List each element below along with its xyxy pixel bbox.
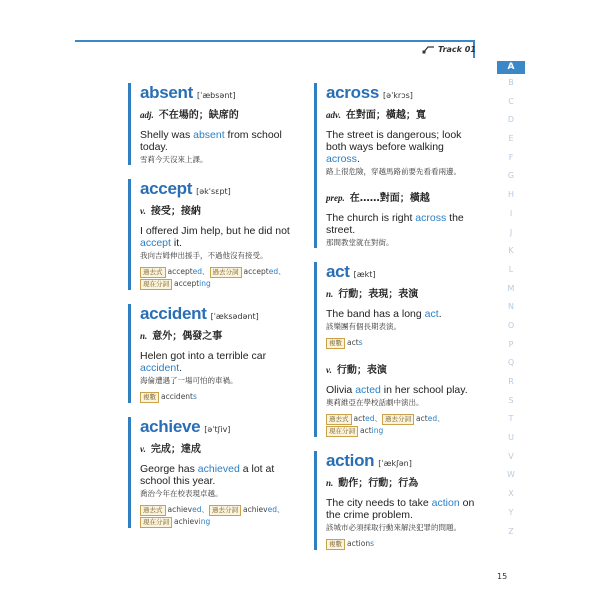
- form-suffix: ed: [365, 414, 375, 423]
- example-highlight: achieved: [197, 463, 240, 475]
- form-suffix: s: [370, 539, 375, 548]
- alphabet-tab[interactable]: D: [507, 115, 515, 125]
- example-translation: 該城市必須採取行動來解決犯罪的問題。: [326, 523, 461, 532]
- example-sentence: [140, 129, 292, 153]
- form-tag: 過去分詞: [382, 414, 414, 425]
- chinese-definition: 行動；表演: [336, 365, 387, 376]
- pronunciation: [əkˈsɛpt]: [196, 187, 231, 196]
- pronunciation: [əˈkrɔs]: [383, 91, 413, 100]
- pos-abbr: n.: [326, 478, 334, 488]
- pos-abbr: prep.: [326, 193, 345, 203]
- form-stem: act: [416, 414, 428, 423]
- part-of-speech-line: [140, 327, 292, 342]
- headword: absent: [140, 83, 193, 102]
- part-of-speech-line: [326, 189, 478, 204]
- example-post: the street.: [326, 212, 464, 236]
- entry-head: [140, 179, 292, 199]
- part-of-speech-line: [326, 474, 478, 489]
- form-stem: accept: [243, 267, 269, 276]
- chinese-definition: 不在場的；缺席的: [158, 110, 239, 121]
- form-suffix: ed: [268, 267, 279, 276]
- example-pre: I offered Jim help, but he did not: [140, 225, 290, 237]
- alphabet-tab[interactable]: P: [508, 339, 514, 349]
- form-separator: 、: [278, 267, 286, 276]
- part-of-speech-line: [326, 361, 478, 376]
- example-sentence: [140, 350, 292, 374]
- example-translation: 該樂團有個長期表演。: [326, 322, 401, 331]
- sense: [326, 285, 478, 349]
- form-stem: action: [347, 539, 371, 548]
- form-separator: 、: [276, 505, 285, 514]
- dictionary-entry: [140, 83, 292, 165]
- form-tag: 複數: [326, 338, 345, 349]
- chinese-definition: 接受；接納: [150, 206, 201, 217]
- example-translation: 海倫遭遇了一場可怕的車禍。: [140, 376, 238, 385]
- alphabet-tab[interactable]: Z: [508, 526, 514, 536]
- headphone-track-icon: [422, 45, 435, 54]
- chinese-definition: 完成；達成: [150, 444, 201, 455]
- chinese-definition: 意外；偶發之事: [152, 331, 223, 342]
- dictionary-entry: [326, 262, 478, 437]
- example-translation: 雪莉今天沒來上課。: [140, 155, 208, 164]
- alphabet-tab[interactable]: L: [508, 264, 514, 274]
- headword: achieve: [140, 417, 201, 436]
- form-suffix: ed: [267, 505, 277, 514]
- alphabet-tab[interactable]: B: [508, 78, 514, 87]
- chinese-definition: 在……對面；橫越: [349, 193, 430, 204]
- headword: accept: [140, 179, 193, 198]
- example-post: from school today.: [140, 129, 282, 153]
- form-tag: 過去式: [326, 414, 352, 425]
- sense: [326, 106, 478, 177]
- form-stem: act: [360, 426, 372, 435]
- page-number: 15: [497, 572, 508, 581]
- entry-body: [128, 304, 292, 403]
- headword: act: [326, 262, 350, 281]
- form-stem: accept: [174, 279, 200, 288]
- pos-abbr: adv.: [326, 110, 341, 120]
- alphabet-tab[interactable]: N: [508, 302, 514, 312]
- headword: across: [326, 83, 380, 102]
- alphabet-tab[interactable]: W: [507, 470, 515, 480]
- alphabet-tab[interactable]: F: [508, 152, 514, 162]
- chinese-definition: 行動；表現；表演: [338, 289, 419, 300]
- entry-body: [128, 417, 292, 528]
- left-column: [140, 83, 292, 542]
- entry-head: [140, 417, 292, 437]
- entry-body: [314, 262, 478, 437]
- word-forms: [140, 391, 292, 403]
- part-of-speech-line: [140, 440, 292, 455]
- form-suffix: ed: [192, 505, 202, 514]
- form-tag: 複數: [140, 392, 159, 403]
- pos-abbr: n.: [140, 331, 148, 341]
- entry-head: [326, 83, 478, 103]
- form-suffix: ed: [427, 414, 438, 423]
- part-of-speech-line: [326, 285, 478, 300]
- example-sentence: [326, 212, 478, 236]
- example-pre: Helen got into a terrible car: [140, 350, 267, 362]
- example-highlight: act: [424, 308, 439, 320]
- example-pre: George has: [140, 463, 198, 475]
- word-forms: [140, 266, 292, 290]
- entry-body: [128, 83, 292, 165]
- form-suffix: ed: [192, 267, 203, 276]
- example-pre: The city needs to take: [326, 497, 432, 509]
- form-tag: 現在分詞: [326, 426, 358, 437]
- pronunciation: [ˈæksədənt]: [210, 312, 259, 321]
- pronunciation: [əˈtʃiv]: [204, 425, 231, 434]
- entry-head: [140, 304, 292, 324]
- form-stem: achiev: [242, 505, 268, 514]
- example-sentence: [140, 463, 292, 487]
- alphabet-tab[interactable]: K: [508, 246, 514, 256]
- pronunciation: [ækt]: [353, 270, 376, 279]
- alphabet-tab[interactable]: V: [508, 451, 514, 461]
- headword: accident: [140, 304, 207, 323]
- pronunciation: [ˈæbsənt]: [197, 91, 236, 100]
- chinese-definition: 在對面；橫越；寬: [345, 110, 426, 121]
- form-tag: 現在分詞: [140, 517, 172, 528]
- part-of-speech-line: [140, 202, 292, 217]
- example-pre: Shelly was: [140, 129, 194, 141]
- alphabet-tab[interactable]: R: [508, 377, 514, 386]
- alphabet-tab[interactable]: J: [509, 227, 513, 237]
- form-stem: achiev: [174, 517, 199, 526]
- alphabet-tab[interactable]: S: [508, 395, 514, 405]
- form-suffix: ing: [198, 517, 211, 526]
- entry-head: [140, 83, 292, 103]
- pos-abbr: v.: [140, 206, 146, 216]
- form-suffix: ing: [371, 426, 384, 435]
- form-suffix: ing: [199, 279, 211, 288]
- example-highlight: across: [415, 212, 447, 224]
- pos-abbr: n.: [326, 289, 334, 299]
- example-pre: The band has a long: [326, 308, 425, 320]
- entry-head: [326, 262, 478, 282]
- alphabet-tab[interactable]: E: [508, 134, 514, 144]
- form-stem: accident: [161, 392, 193, 401]
- entry-body: [128, 179, 292, 290]
- form-tag: 現在分詞: [140, 279, 172, 290]
- alphabet-tab[interactable]: Q: [507, 358, 515, 368]
- example-pre: The church is right: [326, 212, 416, 224]
- form-separator: 、: [202, 267, 210, 276]
- form-suffix: s: [358, 338, 363, 347]
- example-sentence: [326, 308, 478, 320]
- sense: [140, 327, 292, 403]
- dictionary-entry: [326, 451, 478, 550]
- alphabet-tab[interactable]: G: [507, 171, 515, 181]
- sense: [140, 106, 292, 165]
- sense: [326, 189, 478, 248]
- example-sentence: [326, 129, 478, 165]
- form-tag: 過去式: [140, 505, 166, 516]
- track-label[interactable]: [422, 45, 476, 54]
- alphabet-tab[interactable]: M: [507, 283, 515, 293]
- dictionary-entry: [140, 417, 292, 528]
- example-translation: 我向吉姆伸出援手，不過他沒有接受。: [140, 251, 268, 260]
- form-tag: 過去式: [140, 267, 166, 278]
- sense: [140, 440, 292, 528]
- example-sentence: [140, 225, 292, 249]
- form-stem: act: [347, 338, 359, 347]
- sense: [326, 474, 478, 550]
- alphabet-tab[interactable]: H: [507, 190, 514, 200]
- dictionary-entry: [140, 304, 292, 403]
- form-tag: 複數: [326, 539, 345, 550]
- dictionary-entry: [326, 83, 478, 248]
- part-of-speech-line: [140, 106, 292, 121]
- alphabet-tab[interactable]: Y: [508, 507, 514, 517]
- pos-abbr: adj.: [140, 110, 154, 120]
- alphabet-index: [497, 61, 525, 541]
- sense: [140, 202, 292, 290]
- sense: [326, 361, 478, 437]
- alphabet-tab[interactable]: U: [508, 433, 514, 443]
- example-translation: 奧莉維亞在學校話劇中演出。: [326, 398, 424, 407]
- pronunciation: [ˈækʃən]: [378, 459, 412, 468]
- entry-body: [314, 83, 478, 248]
- form-suffix: s: [193, 392, 197, 401]
- example-sentence: [326, 384, 478, 396]
- form-stem: accept: [167, 267, 193, 276]
- example-translation: 路上很危險，穿越馬路前要先看看兩邊。: [326, 167, 461, 176]
- form-stem: act: [353, 414, 366, 423]
- example-sentence: [326, 497, 478, 521]
- track-text: Track 01: [438, 45, 476, 54]
- example-translation: 喬治今年在校表現卓越。: [140, 489, 223, 498]
- example-translation: 那間教堂就在對街。: [326, 238, 394, 247]
- form-separator: 、: [201, 505, 209, 514]
- word-forms: [326, 337, 478, 349]
- alphabet-tab[interactable]: C: [508, 96, 514, 106]
- form-stem: achiev: [167, 505, 193, 514]
- word-forms: [326, 538, 478, 550]
- example-highlight: acted: [355, 384, 381, 396]
- chinese-definition: 動作；行動；行為: [338, 478, 419, 489]
- alphabet-tab[interactable]: O: [507, 320, 515, 330]
- example-pre: The street is dangerous; look both ways before walking: [326, 129, 462, 153]
- example-post: .: [438, 308, 442, 320]
- example-post: in her school play.: [380, 384, 468, 396]
- example-highlight: action: [431, 497, 460, 509]
- example-pre: Olivia: [326, 384, 356, 396]
- form-separator: 、: [374, 414, 383, 423]
- form-separator: 、: [437, 414, 445, 423]
- pos-abbr: v.: [140, 444, 146, 454]
- header-rule: [75, 40, 475, 42]
- right-column: [326, 83, 478, 564]
- example-post: it.: [170, 237, 183, 249]
- alphabet-tab[interactable]: T: [508, 414, 514, 424]
- example-highlight: absent: [193, 129, 225, 141]
- alphabet-tab-active[interactable]: A: [497, 61, 525, 74]
- example-highlight: accept: [140, 237, 171, 249]
- alphabet-tab[interactable]: X: [508, 489, 514, 499]
- part-of-speech-line: [326, 106, 478, 121]
- example-highlight: across: [326, 153, 357, 165]
- example-highlight: accident: [140, 362, 180, 374]
- example-post: .: [179, 362, 183, 374]
- word-forms: [140, 504, 292, 528]
- word-forms: [326, 413, 478, 437]
- pos-abbr: v.: [326, 365, 332, 375]
- alphabet-tab[interactable]: I: [509, 208, 513, 218]
- example-post: on the crime problem.: [326, 497, 475, 521]
- entry-head: [326, 451, 478, 471]
- form-tag: 過去分詞: [209, 505, 241, 516]
- example-post: .: [356, 153, 360, 165]
- entry-body: [314, 451, 478, 550]
- form-tag: 過去分詞: [210, 267, 242, 278]
- headword: action: [326, 451, 375, 470]
- example-post: a lot at school this year.: [140, 463, 275, 487]
- dictionary-entry: [140, 179, 292, 290]
